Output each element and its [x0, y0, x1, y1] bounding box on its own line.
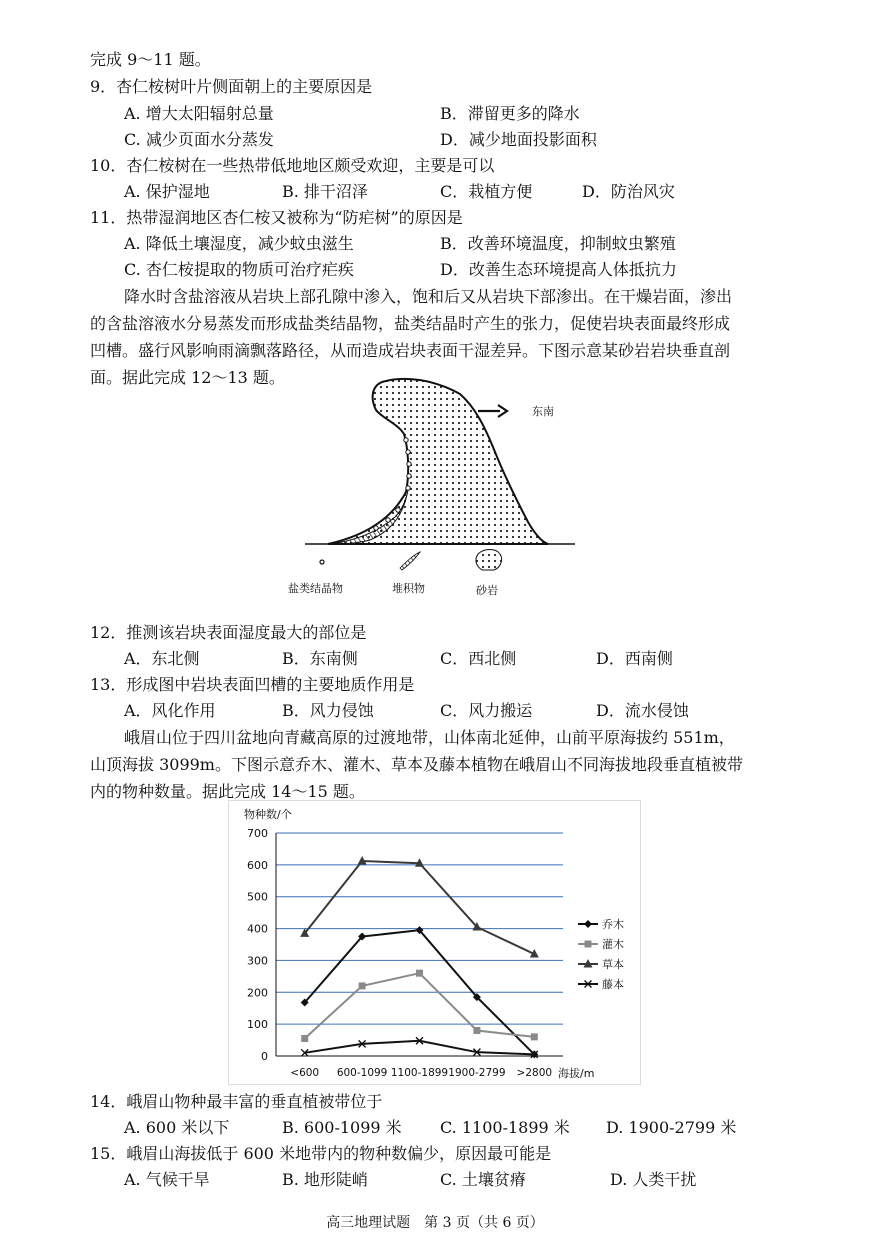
- q14-option-c[interactable]: C. 1100-1899 米: [440, 1118, 570, 1137]
- q12-option-a[interactable]: A．东北侧: [124, 649, 200, 668]
- passage3-line2: 山顶海拔 3099m。下图示意乔木、灌木、草本及藤本植物在峨眉山不同海拔地段垂直植被带: [90, 755, 743, 774]
- species-line-chart: [228, 800, 648, 1090]
- q10-option-c[interactable]: C．栽植方便: [440, 182, 533, 201]
- q9-option-d[interactable]: D．减少地面投影面积: [440, 130, 597, 149]
- passage2-line2: 的含盐溶液水分易蒸发而形成盐类结晶物，盐类结晶时产生的张力，促使岩块表面最终形成: [90, 314, 731, 333]
- q15-option-a[interactable]: A. 气候干旱: [124, 1170, 210, 1189]
- passage3-line3: 内的物种数量。据此完成 14～15 题。: [90, 782, 365, 801]
- x-tick-label: 1100-1899: [390, 1067, 449, 1079]
- q13-option-c[interactable]: C．风力搬运: [440, 701, 533, 720]
- legend-marker-1: [585, 941, 592, 948]
- q11-stem: 11．热带湿润地区杏仁桉又被称为“防疟树”的原因是: [90, 208, 463, 227]
- series-line-2: [305, 861, 535, 954]
- y-tick-label: 700: [247, 827, 268, 840]
- legend-label-0: 乔木: [602, 918, 624, 931]
- q10-option-b[interactable]: B. 排干沼泽: [282, 182, 368, 201]
- q11-option-c[interactable]: C. 杏仁桉提取的物质可治疗疟疾: [124, 260, 354, 279]
- intro-line: 完成 9～11 题。: [90, 50, 211, 69]
- q10-option-d[interactable]: D．防治风灾: [582, 182, 675, 201]
- q12-option-c[interactable]: C．西北侧: [440, 649, 517, 668]
- rock-profile-figure: [288, 372, 580, 604]
- y-tick-label: 500: [247, 890, 268, 904]
- series-1-point-4: [531, 1033, 538, 1040]
- q15-option-c[interactable]: C. 土壤贫瘠: [440, 1170, 526, 1189]
- passage2-line3: 凹槽。盛行风影响雨滴飘落路径，从而造成岩块表面干湿差异。下图示意某砂岩岩块垂直剖: [90, 341, 731, 360]
- q14-option-d[interactable]: D. 1900-2799 米: [606, 1118, 737, 1137]
- q9-option-c[interactable]: C. 减少页面水分蒸发: [124, 130, 274, 149]
- series-1-point-2: [416, 970, 423, 977]
- series-line-3: [305, 1041, 535, 1055]
- x-tick-label: 600-1099: [336, 1067, 388, 1079]
- legend-marker-0: [584, 920, 592, 928]
- y-tick-label: 400: [247, 922, 268, 936]
- q12-option-d[interactable]: D．西南侧: [596, 649, 673, 668]
- q14-option-a[interactable]: A. 600 米以下: [124, 1118, 230, 1137]
- q13-option-a[interactable]: A．风化作用: [124, 701, 216, 720]
- passage2-line1: 降水时含盐溶液从岩块上部孔隙中渗入，饱和后又从岩块下部渗出。在干燥岩面，渗出: [124, 287, 733, 306]
- q10-stem: 10．杏仁桉树在一些热带低地地区颇受欢迎，主要是可以: [90, 156, 495, 175]
- y-tick-label: 0: [261, 1050, 268, 1063]
- sandstone-rock: [328, 379, 548, 544]
- series-1-point-3: [473, 1027, 480, 1034]
- q11-option-d[interactable]: D．改善生态环境提高人体抵抗力: [440, 260, 677, 279]
- legend-label-3: 藤本: [602, 978, 624, 991]
- legend-salt-icon: [320, 560, 324, 564]
- legend-sandstone-label: 砂岩: [476, 584, 498, 597]
- q12-option-b[interactable]: B．东南侧: [282, 649, 358, 668]
- q11-option-b[interactable]: B．改善环境温度，抑制蚊虫繁殖: [440, 234, 676, 253]
- y-tick-label: 300: [247, 954, 268, 968]
- series-1-point-0: [301, 1035, 308, 1042]
- q9-stem: 9．杏仁桉树叶片侧面朝上的主要原因是: [90, 77, 373, 96]
- q15-option-d[interactable]: D. 人类干扰: [610, 1170, 697, 1189]
- q14-option-b[interactable]: B. 600-1099 米: [282, 1118, 402, 1137]
- q12-stem: 12．推测该岩块表面湿度最大的部位是: [90, 623, 367, 642]
- y-tick-label: 600: [247, 858, 268, 872]
- passage3-line1: 峨眉山位于四川盆地向青藏高原的过渡地带，山体南北延伸，山前平原海拔约 551m，: [124, 728, 735, 747]
- q13-stem: 13．形成图中岩块表面凹槽的主要地质作用是: [90, 675, 415, 694]
- legend-salt-label: 盐类结晶物: [288, 582, 343, 595]
- q14-stem: 14．峨眉山物种最丰富的垂直植被带位于: [90, 1092, 383, 1111]
- x-tick-label: 1900-2799: [448, 1067, 506, 1079]
- q15-option-b[interactable]: B. 地形陡峭: [282, 1170, 368, 1189]
- legend-sandstone-icon: [476, 550, 502, 571]
- series-line-1: [305, 973, 535, 1038]
- q9-option-a[interactable]: A. 增大太阳辐射总量: [124, 104, 274, 123]
- q10-option-a[interactable]: A. 保护湿地: [124, 182, 210, 201]
- legend-label-2: 草本: [602, 958, 624, 971]
- legend-label-1: 灌木: [602, 938, 624, 951]
- q13-option-d[interactable]: D．流水侵蚀: [596, 701, 689, 720]
- q9-option-b[interactable]: B．滞留更多的降水: [440, 104, 580, 123]
- y-axis-title: 物种数/个: [244, 808, 292, 821]
- x-axis-title: 海拔/m: [558, 1067, 595, 1080]
- legend-deposit-label: 堆积物: [392, 582, 425, 595]
- x-tick-label: >2800: [516, 1067, 553, 1079]
- q15-stem: 15．峨眉山海拔低于 600 米地带内的物种数偏少，原因最可能是: [90, 1144, 552, 1163]
- x-tick-label: <600: [290, 1067, 320, 1079]
- direction-label: 东南: [532, 405, 554, 418]
- q11-option-a[interactable]: A. 降低土壤湿度，减少蚊虫滋生: [124, 234, 354, 253]
- passage2-line4: 面。据此完成 12～13 题。: [90, 368, 285, 387]
- y-tick-label: 100: [247, 1018, 268, 1032]
- series-1-point-1: [359, 982, 366, 989]
- page-footer: 高三地理试题 第 3 页（共 6 页）: [326, 1215, 544, 1231]
- legend-deposit-icon: [400, 552, 420, 570]
- chart-frame: [229, 801, 641, 1085]
- q13-option-b[interactable]: B．风力侵蚀: [282, 701, 374, 720]
- y-tick-label: 200: [247, 986, 268, 1000]
